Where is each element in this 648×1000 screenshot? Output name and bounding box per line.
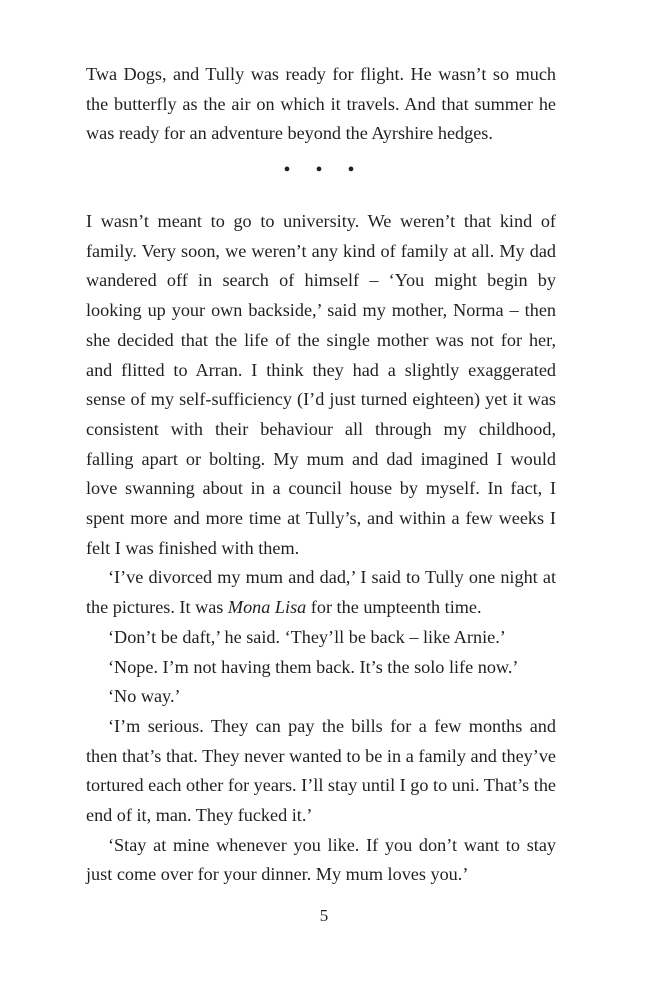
section-break: • • • bbox=[283, 159, 365, 181]
paragraph: I wasn’t meant to go to university. We weren’t that kind of family. Very soon, we weren’t any kind of family at all. My dad wandered off in search of himself – ‘You might begin by looking up your own backside,’ said my mother, Norma – then she decided that the life of the single mother was not for her, and flitted to Arran. I think they had a slightly exaggerated sense of my self-sufficiency (I’d just turned eighteen) yet it was consistent with their behaviour all through my childhood, falling apart or bolting. My mum and dad imagined I would love swanning about in a council house by myself. In fact, I spent more and more time at Tully’s, and within a few weeks I felt I was finished with them. bbox=[86, 211, 556, 558]
film-title: Mona Lisa bbox=[227, 597, 307, 618]
opening-text bbox=[86, 60, 556, 149]
paragraph: ‘I’m serious. They can pay the bills for a few months and then that’s that. They never wanted to be in a family and they’ve tortured each other for years. I’ll stay until I go to uni. That’s the end of it, man. They fucked it.’ bbox=[86, 715, 556, 826]
paragraph-text: ‘I’ve divorced my mum and dad,’ I said to Tully one night at the pictures. It was bbox=[86, 567, 556, 618]
paragraph: ‘Stay at mine whenever you like. If you don’t want to stay just come over for your dinner. My mum loves you.’ bbox=[86, 834, 556, 885]
page-number: 5 bbox=[319, 906, 329, 925]
paragraph: ‘Nope. I’m not having them back. It’s the solo life now.’ bbox=[108, 656, 519, 677]
paragraph: ‘Don’t be daft,’ he said. ‘They’ll be back – like Arnie.’ bbox=[108, 626, 506, 647]
main-text bbox=[86, 207, 556, 890]
paragraph: ‘No way.’ bbox=[108, 686, 181, 707]
paragraph-text: for the umpteenth time. bbox=[306, 597, 482, 618]
paragraph: Twa Dogs, and Tully was ready for flight. He wasn’t so much the butterfly as the air on which it travels. And that summer he was ready for an adventure beyond the Ayrshire hedges. bbox=[86, 64, 556, 144]
paragraph bbox=[86, 563, 556, 622]
